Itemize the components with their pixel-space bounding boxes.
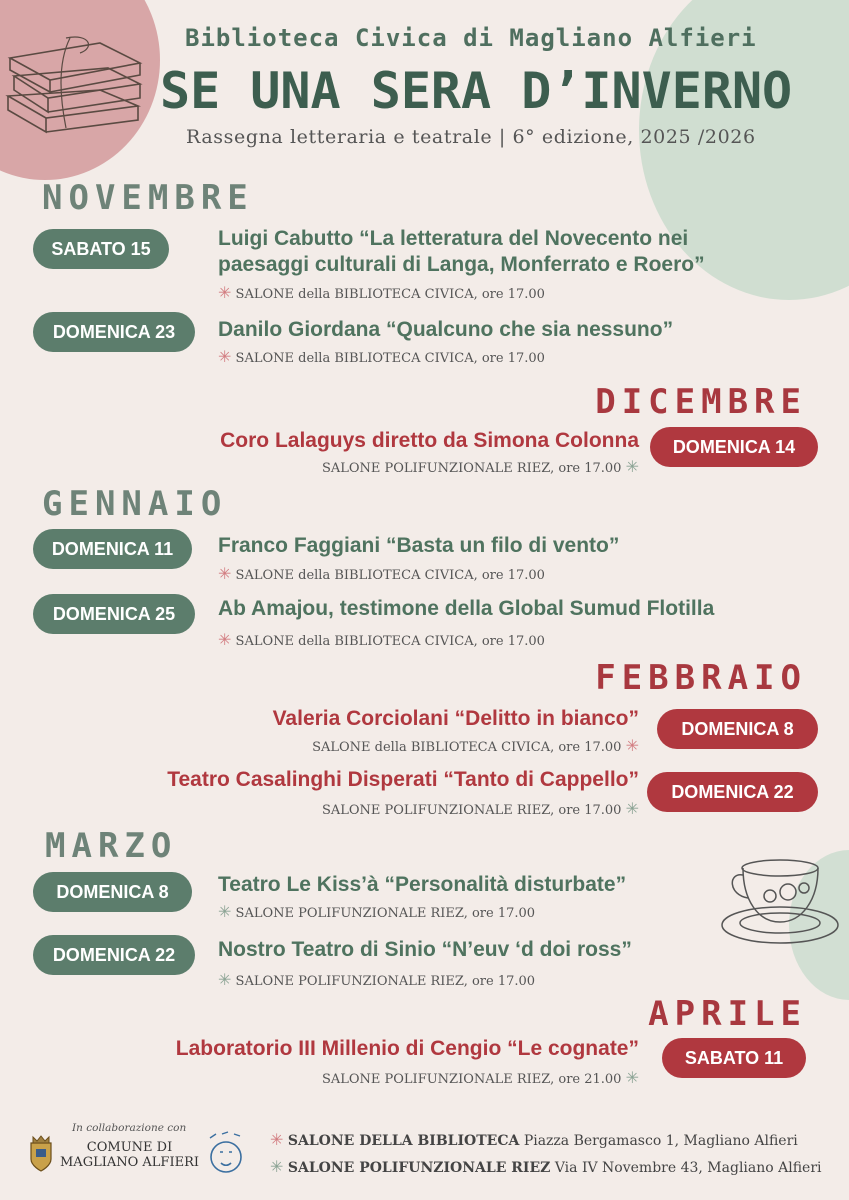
month-heading-dicembre: DICEMBRE	[595, 382, 807, 422]
month-heading-gennaio: GENNAIO	[42, 484, 228, 524]
asterisk-icon: ✳	[625, 736, 639, 755]
event-date-badge: DOMENICA 11	[33, 529, 192, 569]
asterisk-icon: ✳	[218, 630, 232, 649]
event-title: Franco Faggiani “Basta un filo di vento”	[218, 534, 620, 557]
event-title: Ab Amajou, testimone della Global Sumud Flotilla	[218, 597, 715, 620]
asterisk-icon: ✳	[625, 1068, 639, 1087]
asterisk-icon: ✳	[218, 347, 232, 366]
event-date-badge: DOMENICA 8	[657, 709, 818, 749]
books-icon	[0, 18, 150, 148]
asterisk-icon: ✳	[270, 1130, 284, 1149]
event-place: ✳ SALONE POLIFUNZIONALE RIEZ, ore 17.00	[218, 902, 536, 921]
asterisk-icon: ✳	[218, 283, 232, 302]
event-title: Danilo Giordana “Qualcuno che sia nessuno”	[218, 318, 674, 341]
asterisk-icon: ✳	[625, 799, 639, 818]
teacup-icon	[718, 850, 848, 960]
asterisk-icon: ✳	[270, 1157, 284, 1176]
legend-biblioteca: ✳ SALONE DELLA BIBLIOTECA Piazza Bergamasco 1, Magliano Alfieri	[270, 1130, 798, 1149]
event-title: Teatro Le Kiss’à “Personalità disturbate”	[218, 873, 627, 896]
face-logo-icon	[206, 1130, 246, 1175]
comune-logo-text: COMUNE DI MAGLIANO ALFIERI	[60, 1140, 199, 1170]
library-name: Biblioteca Civica di Magliano Alfieri	[185, 24, 757, 52]
month-heading-febbraio: FEBBRAIO	[595, 658, 807, 698]
event-place: ✳ SALONE della BIBLIOTECA CIVICA, ore 17.00	[218, 347, 545, 366]
coat-of-arms-icon	[25, 1135, 57, 1173]
event-place: ✳ SALONE POLIFUNZIONALE RIEZ, ore 17.00	[218, 970, 536, 989]
event-date-badge: DOMENICA 25	[33, 594, 195, 634]
month-heading-aprile: APRILE	[648, 994, 807, 1034]
event-title: Nostro Teatro di Sinio “N’euv ‘d doi ross”	[218, 938, 632, 961]
asterisk-icon: ✳	[625, 457, 639, 476]
event-date-badge: SABATO 11	[662, 1038, 806, 1078]
event-date-badge: DOMENICA 8	[33, 872, 192, 912]
event-place: ✳ SALONE della BIBLIOTECA CIVICA, ore 17.00	[218, 283, 545, 302]
event-date-badge: DOMENICA 22	[647, 772, 818, 812]
event-title: Laboratorio III Millenio di Cengio “Le cognate”	[175, 1037, 639, 1060]
event-place: ✳ SALONE della BIBLIOTECA CIVICA, ore 17.00	[218, 630, 545, 649]
legend-riez: ✳ SALONE POLIFUNZIONALE RIEZ Via IV Novembre 43, Magliano Alfieri	[270, 1157, 822, 1176]
event-place: SALONE POLIFUNZIONALE RIEZ, ore 17.00 ✳	[321, 457, 639, 476]
event-date-badge: DOMENICA 22	[33, 935, 195, 975]
asterisk-icon: ✳	[218, 564, 232, 583]
month-heading-novembre: NOVEMBRE	[42, 178, 254, 218]
event-place: SALONE POLIFUNZIONALE RIEZ, ore 21.00 ✳	[321, 1068, 639, 1087]
asterisk-icon: ✳	[218, 970, 232, 989]
collaboration-label: In collaborazione con	[72, 1122, 187, 1134]
event-title: Teatro Casalinghi Disperati “Tanto di Cappello”	[167, 768, 639, 791]
event-date-badge: DOMENICA 14	[650, 427, 818, 467]
page-title: SE UNA SERA D’INVERNO	[160, 62, 793, 120]
asterisk-icon: ✳	[218, 902, 232, 921]
month-heading-marzo: MARZO	[45, 826, 178, 866]
event-title: Coro Lalaguys diretto da Simona Colonna	[220, 429, 639, 452]
event-place: ✳ SALONE della BIBLIOTECA CIVICA, ore 17.00	[218, 564, 545, 583]
event-date-badge: SABATO 15	[33, 229, 169, 269]
page-subtitle: Rassegna letteraria e teatrale | 6° edizione, 2025 /2026	[186, 126, 756, 148]
event-title: Valeria Corciolani “Delitto in bianco”	[272, 707, 639, 730]
event-place: SALONE della BIBLIOTECA CIVICA, ore 17.00 ✳	[312, 736, 639, 755]
event-title: Luigi Cabutto “La letteratura del Novecento nei paesaggi culturali di Langa, Monferrato e Roero”	[218, 227, 705, 276]
event-place: SALONE POLIFUNZIONALE RIEZ, ore 17.00 ✳	[321, 799, 639, 818]
event-date-badge: DOMENICA 23	[33, 312, 195, 352]
